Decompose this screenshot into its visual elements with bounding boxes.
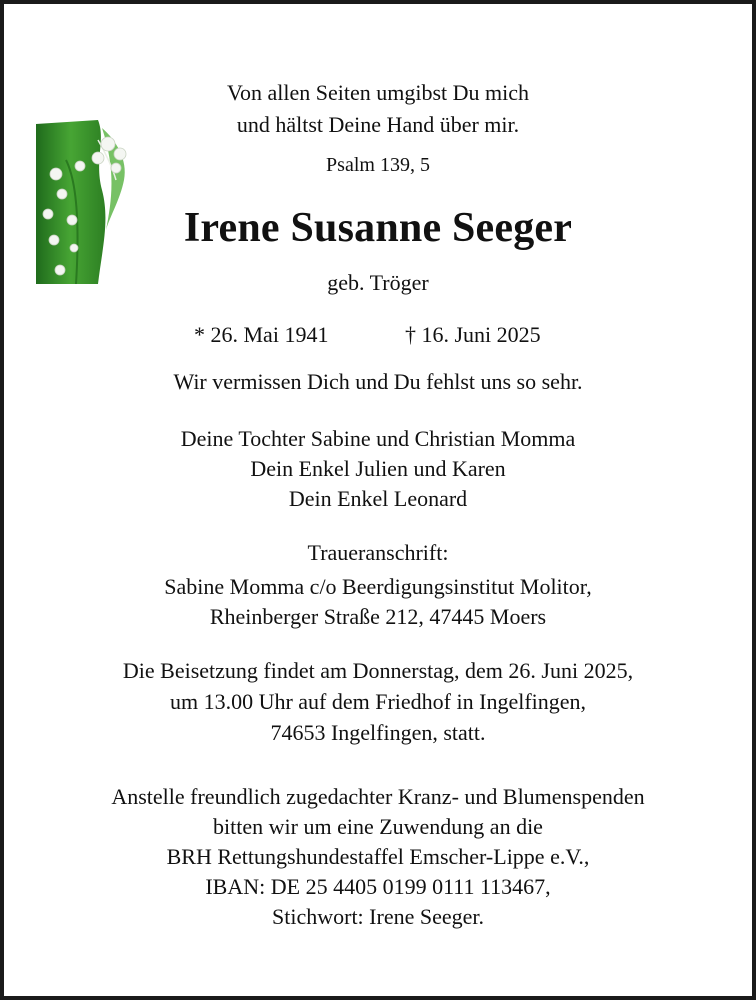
birth-name: geb. Tröger bbox=[327, 270, 429, 295]
mourning-address-label: Traueranschrift: bbox=[307, 540, 449, 565]
family-line-1: Deine Tochter Sabine und Christian Momma bbox=[180, 426, 576, 451]
farewell-message: Wir vermissen Dich und Du fehlst uns so sehr. bbox=[173, 369, 583, 394]
mourning-address-line-2: Rheinberger Straße 212, 47445 Moers bbox=[209, 604, 547, 629]
birth-date: * 26. Mai 1941 bbox=[194, 322, 329, 347]
life-dates bbox=[4, 320, 752, 350]
burial-line-1: Die Beisetzung findet am Donnerstag, dem 26. Juni 2025, bbox=[122, 658, 634, 683]
lily-of-the-valley-icon bbox=[36, 120, 132, 284]
burial-line-3: 74653 Ingelfingen, statt. bbox=[270, 720, 486, 745]
donation-iban: IBAN: DE 25 4405 0199 0111 113467, bbox=[205, 874, 551, 899]
mourning-address-line-1: Sabine Momma c/o Beerdigungsinstitut Molitor, bbox=[164, 574, 592, 599]
verse-line-2: und hältst Deine Hand über mir. bbox=[236, 112, 520, 137]
verse-source: Psalm 139, 5 bbox=[326, 154, 430, 176]
deceased-name: Irene Susanne Seeger bbox=[183, 205, 573, 251]
death-date: † 16. Juni 2025 bbox=[405, 322, 541, 347]
donation-line-3: BRH Rettungshundestaffel Emscher-Lippe e.V., bbox=[166, 844, 590, 869]
donation-line-1: Anstelle freundlich zugedachter Kranz- und Blumenspenden bbox=[111, 784, 645, 809]
donation-line-2: bitten wir um eine Zuwendung an die bbox=[213, 814, 543, 839]
family-line-2: Dein Enkel Julien und Karen bbox=[250, 456, 506, 481]
donation-keyword: Stichwort: Irene Seeger. bbox=[272, 904, 484, 929]
family-line-3: Dein Enkel Leonard bbox=[288, 486, 468, 511]
verse-line-1: Von allen Seiten umgibst Du mich bbox=[226, 80, 530, 105]
burial-line-2: um 13.00 Uhr auf dem Friedhof in Ingelfingen, bbox=[169, 689, 587, 714]
